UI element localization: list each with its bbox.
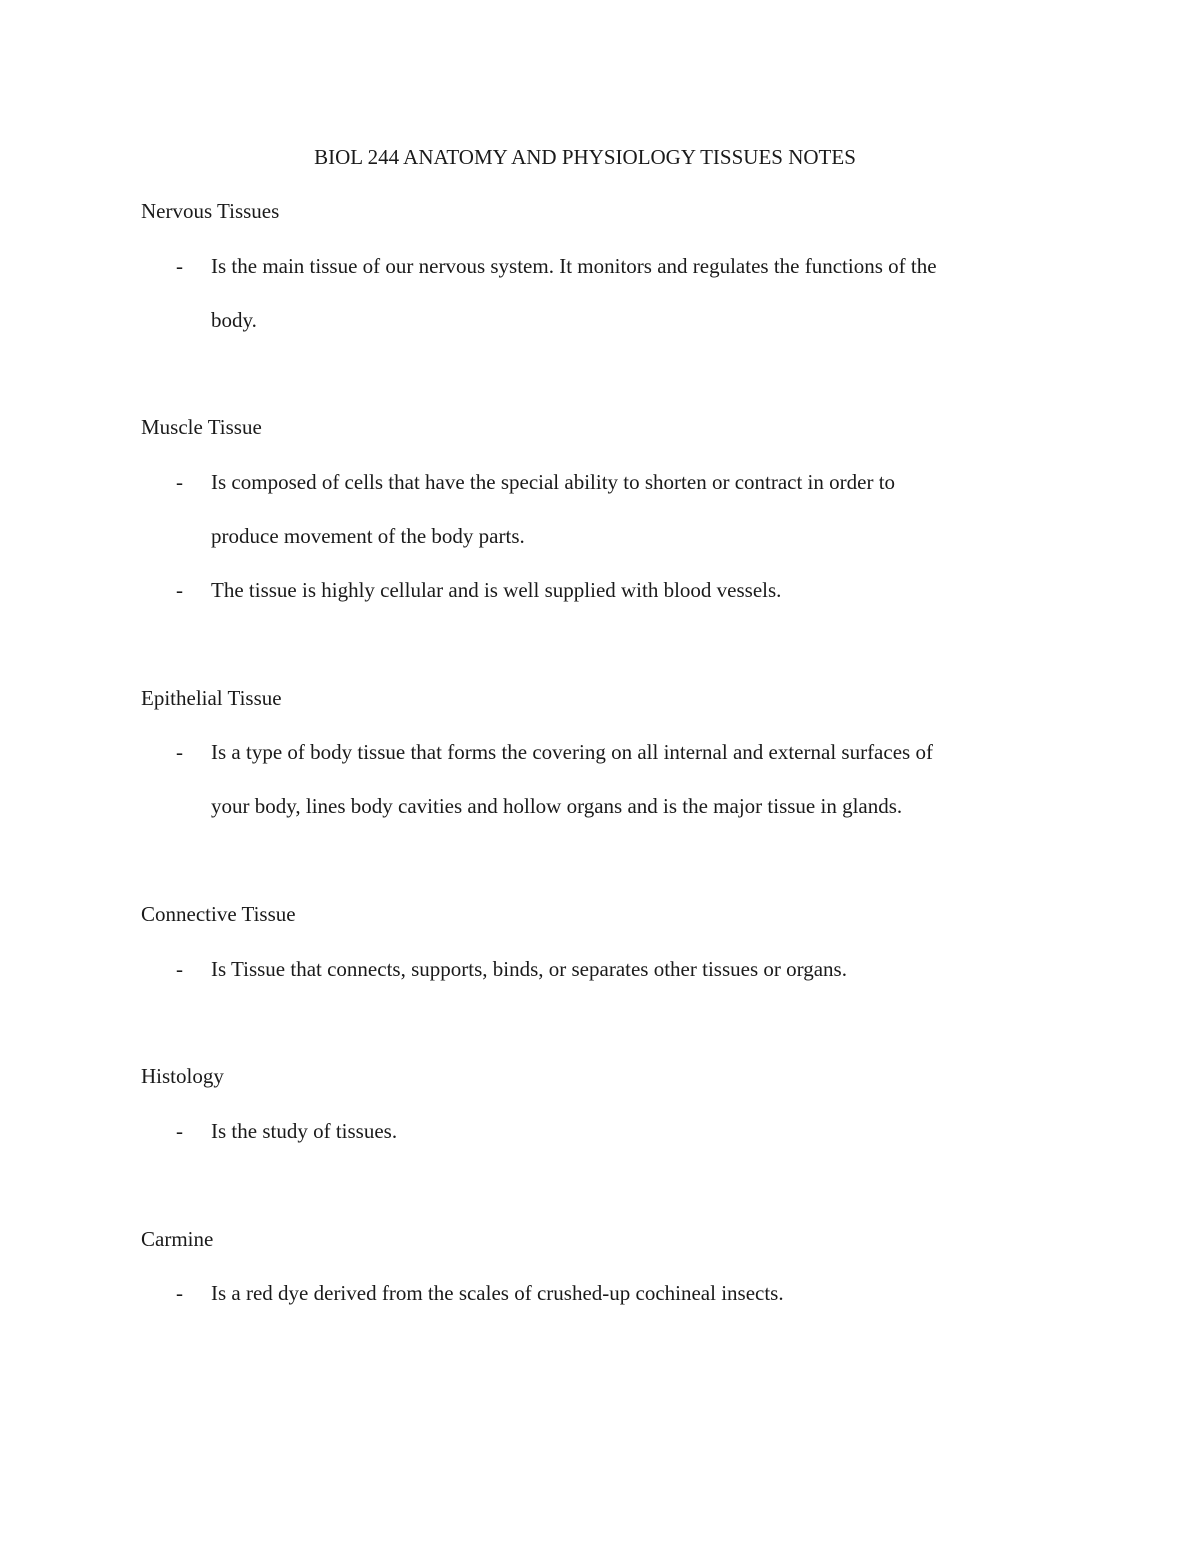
bullet-text-line: your body, lines body cavities and hollow organs and is the major tissue in glands. [211, 794, 903, 818]
section-heading-carmine: Carmine [141, 1227, 214, 1251]
bullet-text-line: Is a red dye derived from the scales of crushed-up cochineal insects. [211, 1281, 784, 1305]
bullet-text-line: Is the main tissue of our nervous system. It monitors and regulates the functions of the [211, 254, 937, 278]
bullet-dash: - [176, 1281, 183, 1305]
bullet-text-line: produce movement of the body parts. [211, 524, 525, 548]
section-heading-histology: Histology [141, 1064, 224, 1088]
bullet-dash: - [176, 740, 183, 764]
section-heading-nervous-tissues: Nervous Tissues [141, 199, 280, 223]
bullet-dash: - [176, 578, 183, 602]
bullet-text-line: Is Tissue that connects, supports, binds, or separates other tissues or organs. [211, 957, 847, 981]
bullet-text-line: The tissue is highly cellular and is well supplied with blood vessels. [211, 578, 782, 602]
bullet-text-line: Is the study of tissues. [211, 1119, 398, 1143]
section-heading-connective-tissue: Connective Tissue [141, 902, 296, 926]
bullet-text-line: Is a type of body tissue that forms the covering on all internal and external surfaces of [211, 740, 933, 764]
bullet-dash: - [176, 1119, 183, 1143]
section-heading-epithelial-tissue: Epithelial Tissue [141, 686, 282, 710]
document-title: BIOL 244 ANATOMY AND PHYSIOLOGY TISSUES NOTES [314, 145, 856, 169]
section-heading-muscle-tissue: Muscle Tissue [141, 415, 262, 439]
bullet-dash: - [176, 254, 183, 278]
bullet-dash: - [176, 957, 183, 981]
bullet-text-line: Is composed of cells that have the special ability to shorten or contract in order to [211, 470, 896, 494]
bullet-dash: - [176, 470, 183, 494]
bullet-text-line: body. [211, 308, 257, 332]
